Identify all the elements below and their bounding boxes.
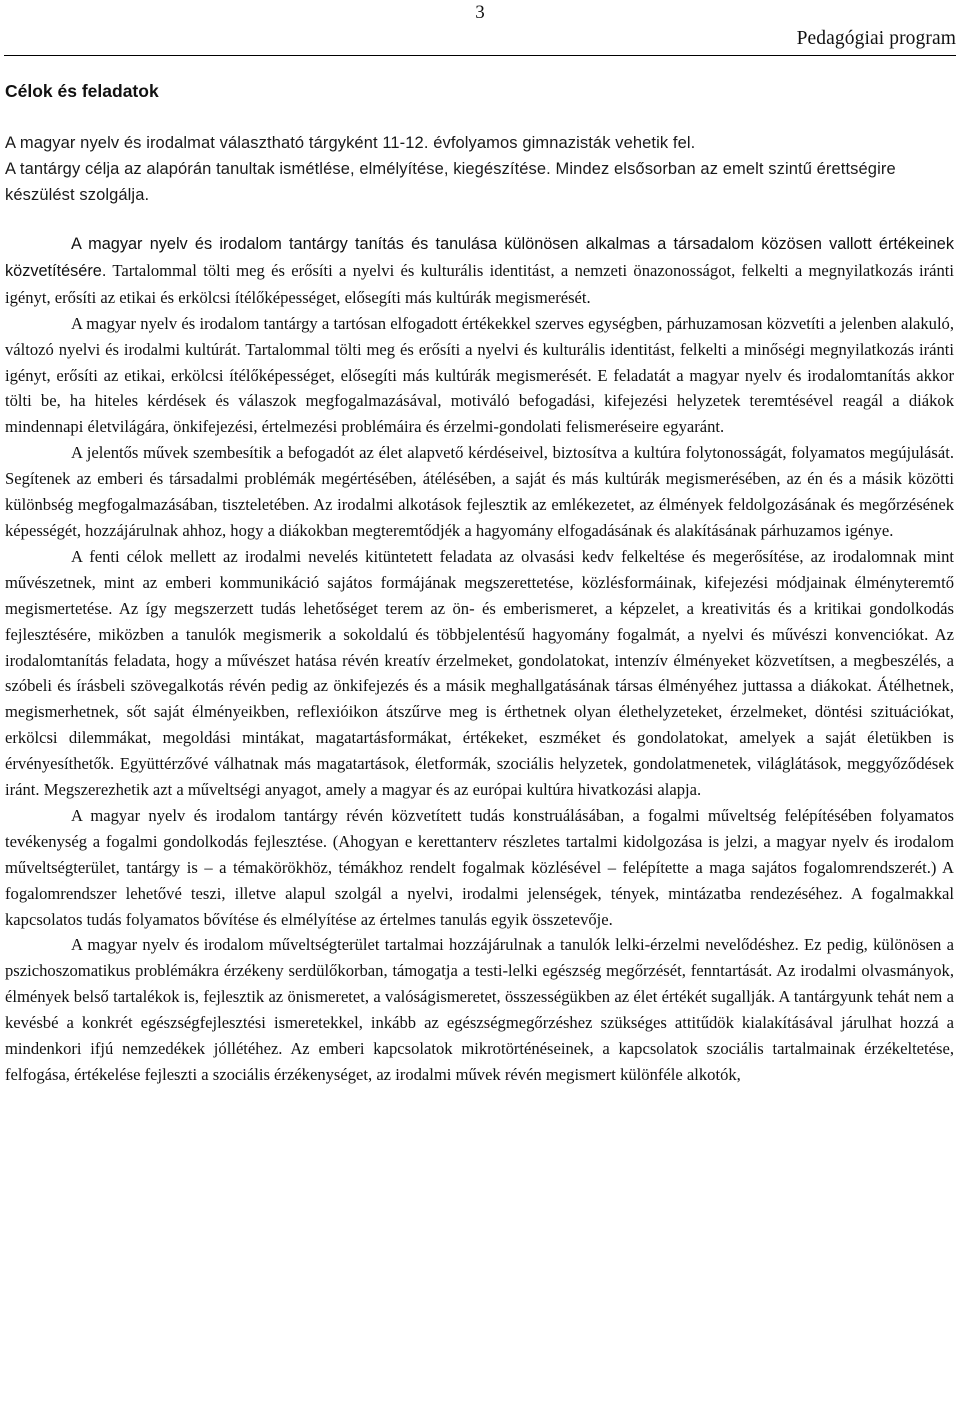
running-head: Pedagógiai program [796, 28, 956, 49]
body-text [5, 231, 954, 1088]
paragraph-wellbeing: A magyar nyelv és irodalom műveltségterület tartalmai hozzájárulnak a tanulók lelki-érzelmi nevelődéshez. Ez pedig, különösen a pszichoszomatikus problémákra érzékeny serdülőkorban, támogatja a testi-lelki egészség megőrzését, fenntartását. Az irodalmi olvasmányok, élmények belső tartalékok is, fejlesztik az önismeretet, a valóságismeretet, összességükben az élet értékét sugallják. A tantárgyunk tehát nem a kevésbé a konkrét egészségfejlesztési ismeretekkel, inkább az egészségmegőrzéshez szükséges attitűdök kialakításával járulhat hozzá a mindenkori ifjú nemzedékek jóllétéhez. Az emberi kapcsolatok mikrotörténéseinek, a kapcsolatok szociális tartalmainak érzékeltetése, felfogása, értékelése fejleszti a szociális érzékenységet, az irodalmi művek révén megismert különféle alkotók, [5, 935, 954, 1084]
paragraph-values [5, 231, 954, 311]
paragraph-reading: A fenti célok mellett az irodalmi nevelés kitüntetett feladata az olvasási kedv felkeltése és megerősítése, az irodalomnak mint művészetnek, mint az emberi kommunikáció sajátos formájának megszerettetése, közlésformáinak, kifejezési módjainak élményteremtő megismertetése. Az így megszerzett tudás lehetőséget terem az ön- és emberismeret, a képzelet, a kreativitás és a kritikai gondolkodás fejlesztésére, miközben a tanulók megismerik a sokoldalú és többjelentésű hagyomány fogalmát, a nyelvi és művészi konvenciókat. Az irodalomtanítás feladata, hogy a művészet hatása révén kreatív érzelmeket, gondolatokat, intenzív élményeket közvetítsen, a megbeszélés, a szóbeli és írásbeli szövegalkotás révén pedig az önkifejezés és a másik meghallgatásának társas élményéhez juttassa a diákokat. Átélhetnek, megismerhetnek, sőt saját élményeikben, reflexióikon átszűrve meg is érthetnek olyan élethelyzeteket, érzelmeket, döntési szituációkat, erkölcsi dilemmákat, megoldási mintákat, magatartásformákat, értékeket, eszméket és gondolatokat, amelyek a saját életükben is érvényesíthetők. Együttérzővé válhatnak más magatartások, életformák, szociális helyzetek, gondolatmenetek, világlátások, meggyőződések iránt. Megszerezhetik azt a műveltségi anyagot, amely a magyar és az európai kultúra hivatkozási alapja. [5, 546, 954, 800]
paragraph-lead-sentence: A magyar nyelv és irodalom tantárgy tanítás és tanulása különösen alkalmas a társadalom közösen vallott értékeinek közvetítésére. [5, 235, 954, 280]
paragraph-concepts: A magyar nyelv és irodalom tantárgy révén közvetített tudás konstruálásában, a fogalmi műveltség felépítésében folyamatos tevékenység a fogalmi gondolkodás fejlesztése. (Ahogyan e kerettanterv részletes tartalmi kidolgozása is jelzi, a magyar nyelv és irodalom műveltségterület, tantárgy is – a témakörökhöz, témákhoz rendelt fogalmak közlésével – felépítette a maga sajátos fogalomrendszerét.) A fogalomrendszer lehetővé teszi, illetve alapul szolgál a nyelvi, irodalmi jelenségek, tények, mintázatba rendezéséhez. A fogalmakkal kapcsolatos tudás folyamatos bővítése és elmélyítése az értelmes tanulás egyik összetevője. [5, 805, 954, 929]
intro-line-purpose: A tantárgy célja az alapórán tanultak ismétlése, elmélyítése, kiegészítése. Mindez elsősorban az emelt szintű érettségire készülést szolgálja. [5, 160, 896, 204]
paragraph-values-rest: Tartalommal tölti meg és erősíti a nyelvi és kulturális identitást, a nemzeti önazonosságot, felkelti a megnyilatkozás iránti igényt, erősíti az etikai és erkölcsi ítélőképességet, elősegíti más kultúrák megismerését. [5, 260, 954, 307]
paragraph-works: A jelentős művek szembesítik a befogadót az élet alapvető kérdéseivel, biztosítva a kultúra folytonosságát, folyamatos megújulását. Segítenek az emberi és társadalmi problémák megértésében, átélésében, a saját és más kultúrák megismerésében, az én és a másik közötti különbség megfogalmazásában, tiszteletében. Az irodalmi alkotások fejlesztik az emlékezetet, az élmények feldolgozásának és megőrzésének képességét, hozzájárulnak ahhoz, hogy a diákokban megteremtődjék a hagyomány elfogadásának és alakításának párhuzamos igénye. [5, 443, 954, 540]
intro-line-elective: A magyar nyelv és irodalmat választható tárgyként 11-12. évfolyamos gimnazisták vehetik fel. [5, 134, 696, 152]
section-heading: Célok és feladatok [5, 81, 159, 101]
page-number: 3 [475, 2, 485, 23]
paragraph-culture: A magyar nyelv és irodalom tantárgy a tartósan elfogadott értékekkel szerves egységben, párhuzamosan közvetíti a jelenben alakuló, változó nyelvi és irodalmi kultúrát. Tartalommal tölti meg és erősíti a nyelvi és kulturális identitást, felkelti a minőségi megnyilatkozás iránti igényt, erősíti az etikai, erkölcsi ítélőképességet, elősegíti más kultúrák megismerését. E feladatát a magyar nyelv és irodalomtanítás akkor tölti be, ha hiteles kérdések és válaszok megfogalmazásával, motiváló befogadási, kifejezési helyzetek teremtésével reagál a diákok mindennapi életvilágára, önkifejezési, értelmezési problémáira és érzelmi-gondolati felismeréseire egyaránt. [5, 313, 954, 437]
intro-block [5, 130, 915, 208]
header-rule [4, 55, 956, 56]
